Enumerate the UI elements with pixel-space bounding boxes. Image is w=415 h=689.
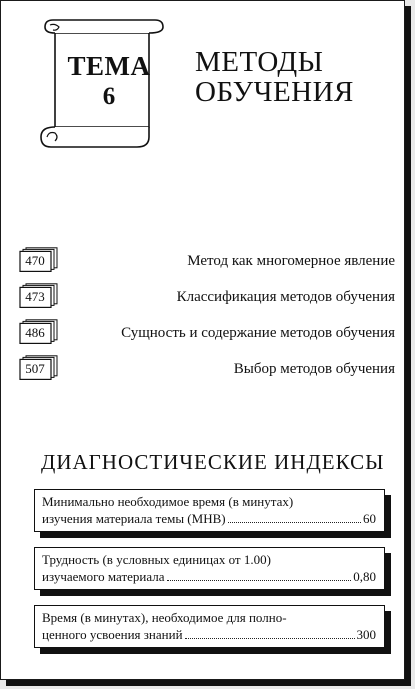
page-badge-icon [19, 355, 61, 381]
contents-item-title: Классификация методов обучения [176, 289, 395, 305]
index-label-row [42, 627, 376, 643]
dot-leader [228, 522, 361, 523]
page-badge-icon [19, 319, 61, 345]
diagnostic-heading: ДИАГНОСТИЧЕСКИЕ ИНДЕКСЫ [41, 450, 385, 474]
index-label-line1: Трудность (в условных единицах от 1.00) [42, 552, 271, 567]
index-value: 60 [363, 511, 376, 526]
contents-page-number: 507 [25, 361, 45, 376]
contents-item-title: Метод как многомерное явление [187, 253, 395, 269]
page-title [195, 47, 354, 107]
contents-item[interactable] [19, 283, 395, 309]
page-badge-icon [19, 283, 61, 309]
index-label-line2: ценного усвоения знаний [42, 627, 183, 642]
index-label-row [42, 511, 376, 527]
index-label-row [42, 569, 376, 585]
index-label-line1: Время (в минутах), необходимое для полно- [42, 610, 287, 625]
contents-item[interactable] [19, 355, 395, 381]
topic-number: 6 [102, 83, 116, 110]
page-title-line2: ОБУЧЕНИЯ [195, 76, 354, 108]
contents-item[interactable] [19, 247, 395, 273]
index-value: 0,80 [353, 569, 376, 584]
page-title-line1: МЕТОДЫ [195, 46, 324, 78]
contents-item-title: Выбор методов обучения [233, 361, 395, 377]
contents-item[interactable] [19, 319, 395, 345]
index-label-line1: Минимально необходимое время (в минутах) [42, 494, 294, 509]
page-shadow-right [405, 6, 411, 685]
dot-leader [185, 638, 355, 639]
page-badge-icon [19, 247, 61, 273]
topic-label: ТЕМА [67, 51, 151, 81]
index-label-line2: изучаемого материала [42, 569, 165, 584]
index-box [34, 547, 385, 590]
page-shadow-bottom [6, 680, 411, 686]
dot-leader [167, 580, 352, 581]
contents-item-title: Сущность и содержание методов обучения [121, 325, 395, 341]
contents-page-number: 470 [25, 253, 45, 268]
contents-page-number: 486 [25, 325, 45, 340]
index-label-line2: изучения материала темы (МНВ) [42, 511, 226, 526]
contents-page-number: 473 [25, 289, 45, 304]
index-box [34, 605, 385, 648]
topic-scroll [37, 19, 167, 149]
index-box [34, 489, 385, 532]
index-value: 300 [356, 627, 376, 642]
